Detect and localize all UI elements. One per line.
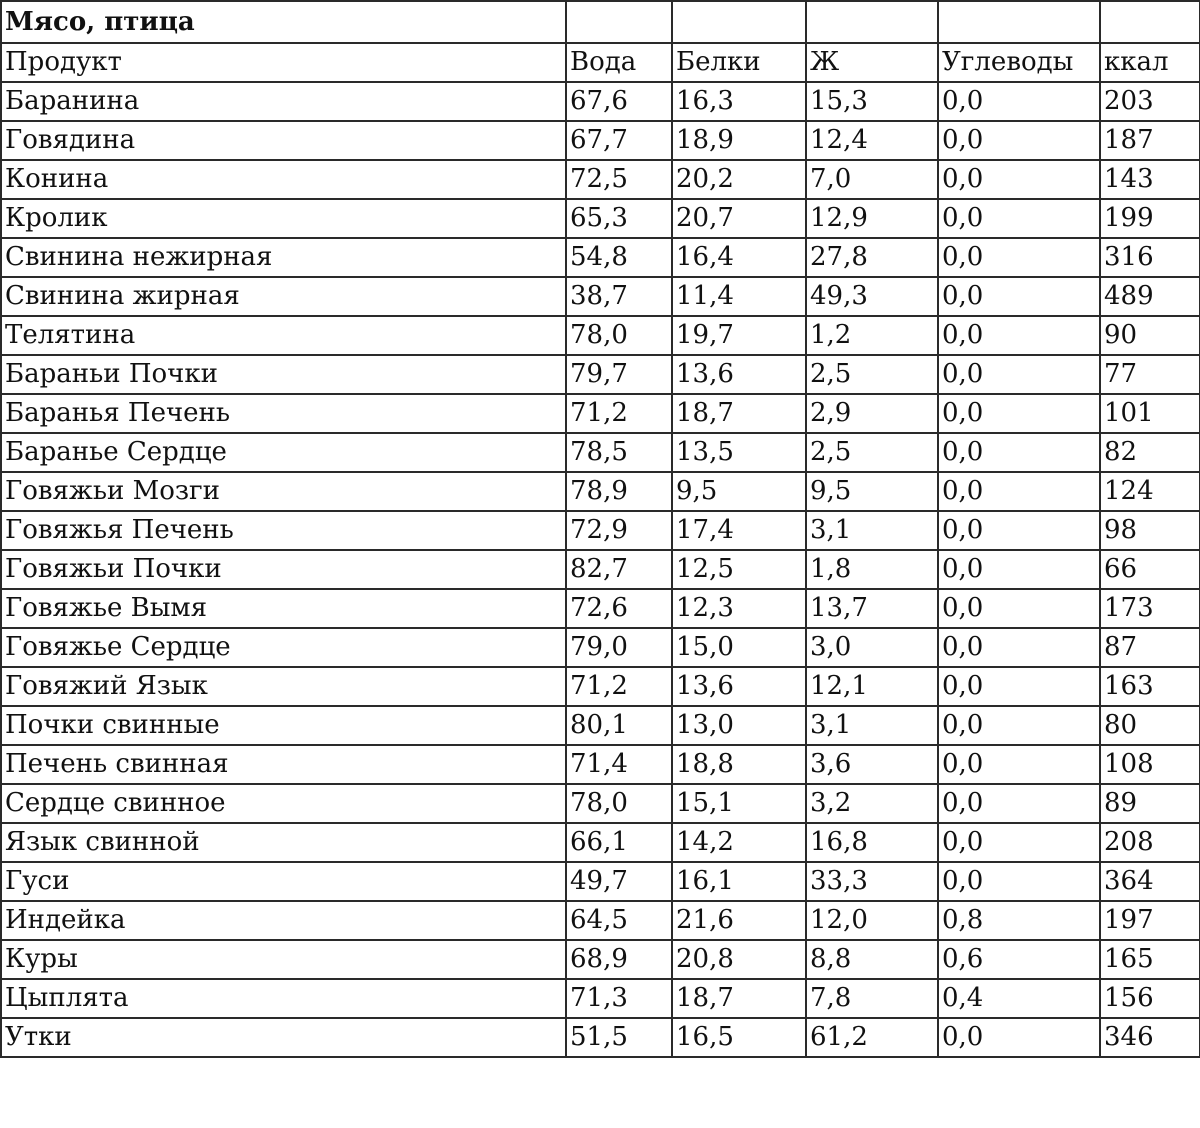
cell-product: Телятина [1,316,566,355]
table-row [1,706,1200,745]
cell-protein: 20,8 [672,940,806,979]
cell-protein: 16,5 [672,1018,806,1057]
cell-fat: 2,9 [806,394,938,433]
cell-protein: 18,7 [672,394,806,433]
cell-product: Индейка [1,901,566,940]
cell-product: Свинина жирная [1,277,566,316]
cell-protein: 14,2 [672,823,806,862]
cell-carbs: 0,0 [938,589,1100,628]
cell-carbs: 0,0 [938,706,1100,745]
cell-product: Утки [1,1018,566,1057]
cell-carbs: 0,0 [938,1018,1100,1057]
cell-carbs: 0,0 [938,511,1100,550]
table-row [1,394,1200,433]
cell-product: Конина [1,160,566,199]
cell-carbs: 0,0 [938,862,1100,901]
cell-carbs: 0,6 [938,940,1100,979]
cell-water: 82,7 [566,550,672,589]
cell-water: 78,9 [566,472,672,511]
cell-fat: 15,3 [806,82,938,121]
cell-carbs: 0,0 [938,628,1100,667]
cell-product: Куры [1,940,566,979]
cell-kcal: 143 [1100,160,1200,199]
cell-protein: 15,0 [672,628,806,667]
table-row [1,277,1200,316]
cell-kcal: 87 [1100,628,1200,667]
cell-carbs: 0,0 [938,355,1100,394]
cell-protein: 13,6 [672,355,806,394]
cell-product: Баранина [1,82,566,121]
cell-protein: 16,4 [672,238,806,277]
table-row [1,160,1200,199]
cell-product: Язык свинной [1,823,566,862]
cell-protein: 20,7 [672,199,806,238]
cell-carbs: 0,8 [938,901,1100,940]
cell-water: 38,7 [566,277,672,316]
cell-carbs: 0,0 [938,160,1100,199]
cell-protein: 16,3 [672,82,806,121]
cell-protein: 13,6 [672,667,806,706]
empty-cell [938,1,1100,43]
cell-product: Гуси [1,862,566,901]
cell-carbs: 0,0 [938,121,1100,160]
cell-protein: 17,4 [672,511,806,550]
cell-fat: 12,9 [806,199,938,238]
empty-cell [672,1,806,43]
cell-carbs: 0,0 [938,433,1100,472]
cell-protein: 19,7 [672,316,806,355]
cell-kcal: 156 [1100,979,1200,1018]
cell-kcal: 98 [1100,511,1200,550]
table-title-row [1,1,1200,43]
cell-fat: 9,5 [806,472,938,511]
cell-water: 71,3 [566,979,672,1018]
table-row [1,979,1200,1018]
header-fat: Ж [806,43,938,82]
empty-cell [1100,1,1200,43]
cell-protein: 12,5 [672,550,806,589]
header-protein: Белки [672,43,806,82]
table-row [1,121,1200,160]
cell-water: 67,6 [566,82,672,121]
cell-fat: 13,7 [806,589,938,628]
cell-water: 64,5 [566,901,672,940]
cell-carbs: 0,0 [938,823,1100,862]
cell-water: 79,7 [566,355,672,394]
cell-kcal: 66 [1100,550,1200,589]
cell-fat: 12,1 [806,667,938,706]
table-row [1,433,1200,472]
empty-cell [566,1,672,43]
cell-fat: 3,1 [806,706,938,745]
cell-carbs: 0,0 [938,667,1100,706]
cell-protein: 16,1 [672,862,806,901]
table-row [1,628,1200,667]
cell-kcal: 89 [1100,784,1200,823]
cell-product: Говяжьи Мозги [1,472,566,511]
cell-water: 54,8 [566,238,672,277]
cell-kcal: 165 [1100,940,1200,979]
cell-water: 72,9 [566,511,672,550]
cell-carbs: 0,0 [938,472,1100,511]
cell-kcal: 203 [1100,82,1200,121]
cell-product: Бараньи Почки [1,355,566,394]
table-row [1,784,1200,823]
cell-water: 71,4 [566,745,672,784]
cell-protein: 18,7 [672,979,806,1018]
header-water: Вода [566,43,672,82]
cell-water: 66,1 [566,823,672,862]
cell-kcal: 80 [1100,706,1200,745]
table-row [1,862,1200,901]
cell-fat: 2,5 [806,433,938,472]
header-carbs: Углеводы [938,43,1100,82]
cell-carbs: 0,0 [938,82,1100,121]
cell-product: Говяжье Сердце [1,628,566,667]
cell-kcal: 101 [1100,394,1200,433]
cell-protein: 21,6 [672,901,806,940]
table-row [1,1018,1200,1057]
cell-water: 72,5 [566,160,672,199]
table-title: Мясо, птица [1,1,566,43]
table-row [1,511,1200,550]
cell-protein: 13,0 [672,706,806,745]
cell-carbs: 0,0 [938,316,1100,355]
cell-protein: 12,3 [672,589,806,628]
cell-product: Сердце свинное [1,784,566,823]
cell-carbs: 0,0 [938,199,1100,238]
table-row [1,667,1200,706]
cell-fat: 33,3 [806,862,938,901]
cell-product: Баранье Сердце [1,433,566,472]
table-row [1,745,1200,784]
cell-carbs: 0,4 [938,979,1100,1018]
cell-fat: 16,8 [806,823,938,862]
table-row [1,238,1200,277]
cell-kcal: 316 [1100,238,1200,277]
table-row [1,550,1200,589]
header-kcal: ккал [1100,43,1200,82]
table-row [1,589,1200,628]
cell-water: 78,0 [566,316,672,355]
table-row [1,823,1200,862]
cell-fat: 12,0 [806,901,938,940]
cell-product: Печень свинная [1,745,566,784]
header-product: Продукт [1,43,566,82]
cell-carbs: 0,0 [938,394,1100,433]
cell-protein: 11,4 [672,277,806,316]
cell-kcal: 208 [1100,823,1200,862]
cell-fat: 3,1 [806,511,938,550]
cell-fat: 1,8 [806,550,938,589]
cell-protein: 13,5 [672,433,806,472]
cell-kcal: 199 [1100,199,1200,238]
cell-fat: 27,8 [806,238,938,277]
cell-kcal: 163 [1100,667,1200,706]
empty-cell [806,1,938,43]
cell-carbs: 0,0 [938,745,1100,784]
cell-product: Говяжий Язык [1,667,566,706]
cell-fat: 49,3 [806,277,938,316]
table-row [1,901,1200,940]
cell-water: 79,0 [566,628,672,667]
cell-kcal: 364 [1100,862,1200,901]
cell-fat: 7,0 [806,160,938,199]
cell-product: Кролик [1,199,566,238]
cell-kcal: 82 [1100,433,1200,472]
cell-kcal: 77 [1100,355,1200,394]
cell-kcal: 346 [1100,1018,1200,1057]
cell-carbs: 0,0 [938,784,1100,823]
cell-carbs: 0,0 [938,277,1100,316]
cell-fat: 12,4 [806,121,938,160]
table-row [1,316,1200,355]
table-row [1,472,1200,511]
cell-protein: 18,9 [672,121,806,160]
cell-fat: 2,5 [806,355,938,394]
cell-water: 67,7 [566,121,672,160]
table-row [1,940,1200,979]
cell-kcal: 124 [1100,472,1200,511]
cell-protein: 15,1 [672,784,806,823]
cell-water: 72,6 [566,589,672,628]
cell-water: 71,2 [566,394,672,433]
table-row [1,199,1200,238]
cell-water: 78,0 [566,784,672,823]
cell-product: Цыплята [1,979,566,1018]
cell-water: 65,3 [566,199,672,238]
cell-product: Говяжьи Почки [1,550,566,589]
cell-carbs: 0,0 [938,238,1100,277]
cell-fat: 3,0 [806,628,938,667]
cell-kcal: 489 [1100,277,1200,316]
cell-kcal: 187 [1100,121,1200,160]
cell-protein: 20,2 [672,160,806,199]
cell-protein: 9,5 [672,472,806,511]
cell-kcal: 197 [1100,901,1200,940]
cell-fat: 7,8 [806,979,938,1018]
cell-carbs: 0,0 [938,550,1100,589]
cell-kcal: 90 [1100,316,1200,355]
cell-fat: 3,6 [806,745,938,784]
cell-product: Говяжье Вымя [1,589,566,628]
table-body [1,1,1200,1057]
cell-product: Свинина нежирная [1,238,566,277]
cell-fat: 61,2 [806,1018,938,1057]
cell-water: 71,2 [566,667,672,706]
cell-water: 68,9 [566,940,672,979]
cell-water: 49,7 [566,862,672,901]
cell-product: Говядина [1,121,566,160]
cell-product: Говяжья Печень [1,511,566,550]
cell-water: 80,1 [566,706,672,745]
cell-product: Почки свинные [1,706,566,745]
table-header-row [1,43,1200,82]
table-row [1,82,1200,121]
cell-water: 51,5 [566,1018,672,1057]
cell-protein: 18,8 [672,745,806,784]
cell-fat: 8,8 [806,940,938,979]
cell-kcal: 108 [1100,745,1200,784]
cell-fat: 3,2 [806,784,938,823]
cell-product: Баранья Печень [1,394,566,433]
cell-fat: 1,2 [806,316,938,355]
cell-kcal: 173 [1100,589,1200,628]
table-row [1,355,1200,394]
cell-water: 78,5 [566,433,672,472]
